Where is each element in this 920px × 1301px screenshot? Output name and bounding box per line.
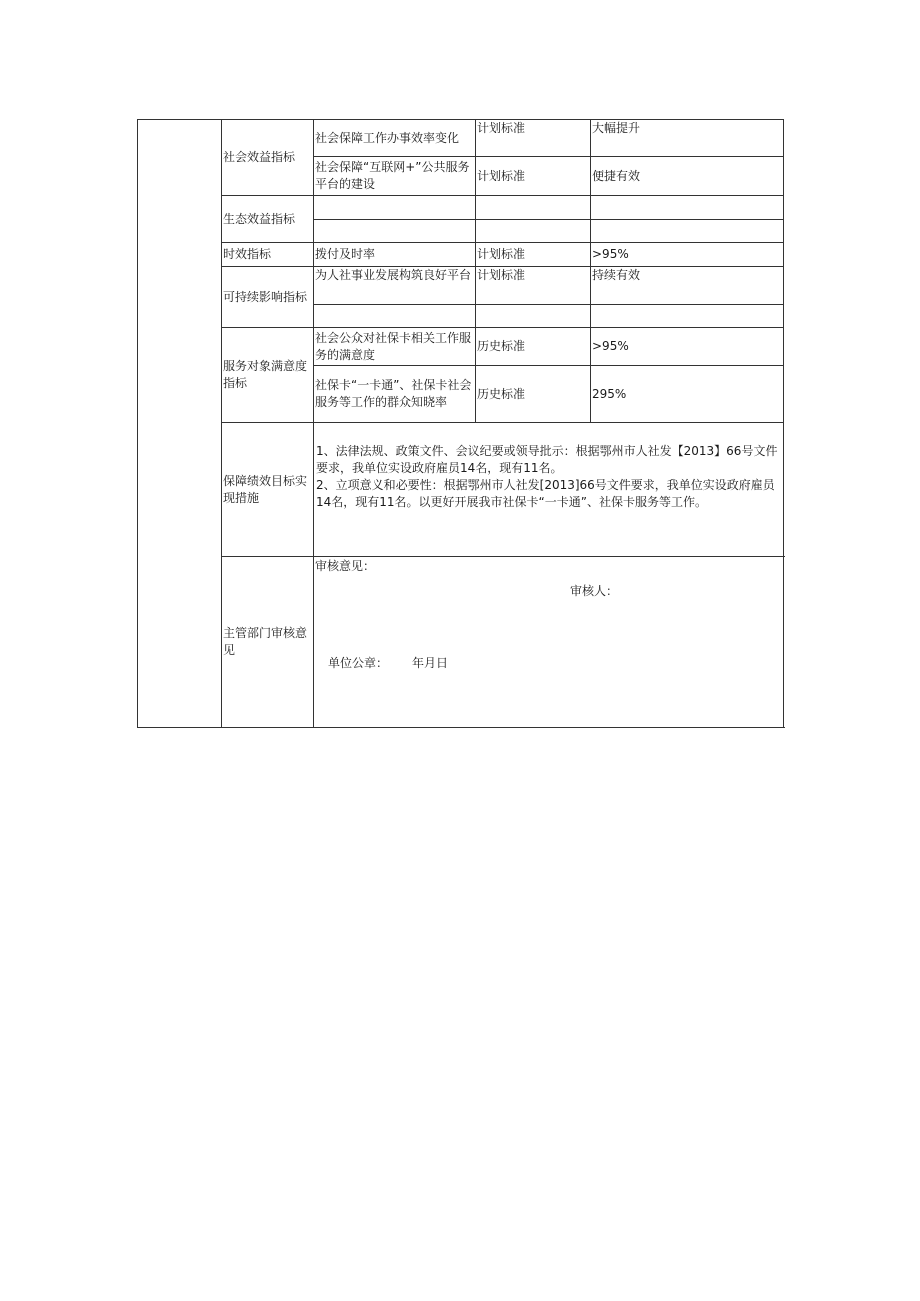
standard-cell	[476, 220, 591, 243]
category-social-benefit: 社会效益指标	[222, 120, 314, 196]
value-cell	[591, 196, 784, 220]
standard-cell	[476, 196, 591, 220]
measures-content	[314, 423, 784, 557]
review-content	[314, 557, 784, 728]
indicator-cell: 社保卡“一卡通”、社保卡社会服务等工作的群众知晓率	[314, 366, 476, 423]
indicator-cell	[314, 220, 476, 243]
standard-cell: 计划标准	[476, 120, 591, 157]
measures-line-1: 1、法律法规、政策文件、会议纪要或领导批示：根据鄂州市人社发【2013】66号文件要求，我单位实设政府雇员14名，现有11名。	[316, 444, 778, 475]
category-sustainability: 可持续影响指标	[222, 267, 314, 328]
date-label: 年月日	[412, 656, 449, 670]
table-row	[138, 267, 784, 305]
indicator-cell: 社会公众对社保卡相关工作服务的满意度	[314, 328, 476, 366]
indicator-cell: 拨付及时率	[314, 243, 476, 267]
indicator-cell: 社会保障工作办事效率变化	[314, 120, 476, 157]
table-row	[138, 423, 784, 557]
standard-cell	[476, 305, 591, 328]
indicator-cell: 社会保障“互联网+”公共服务平台的建设	[314, 157, 476, 196]
indicator-cell: 为人社事业发展构筑良好平台	[314, 267, 476, 305]
reviewer-label: 审核人：	[570, 584, 619, 598]
performance-form-table	[137, 119, 784, 728]
review-opinion-label: 审核意见：	[315, 559, 376, 573]
standard-cell: 历史标准	[476, 366, 591, 423]
category-satisfaction: 服务对象满意度指标	[222, 328, 314, 423]
category-timeliness: 时效指标	[222, 243, 314, 267]
standard-cell: 计划标准	[476, 267, 591, 305]
value-cell	[591, 220, 784, 243]
table-row	[138, 120, 784, 157]
table-row	[138, 328, 784, 366]
value-cell: >95%	[591, 328, 784, 366]
indicator-cell	[314, 196, 476, 220]
indicator-cell	[314, 305, 476, 328]
review-label: 主管部门审核意见	[222, 557, 314, 728]
measures-label: 保障绩效目标实现措施	[222, 423, 314, 557]
value-cell: >95%	[591, 243, 784, 267]
table-row	[138, 557, 784, 728]
standard-cell: 计划标准	[476, 243, 591, 267]
measures-line-2: 2、立项意义和必要性：根据鄂州市人社发[2013]66号文件要求，我单位实设政府雇员14名，现有11名。以更好开展我市社保卡“一卡通”、社保卡服务等工作。	[316, 478, 775, 509]
value-cell: 大幅提升	[591, 120, 784, 157]
value-cell: 持续有效	[591, 267, 784, 305]
value-cell: 便捷有效	[591, 157, 784, 196]
unit-seal-label: 单位公章：	[328, 656, 389, 670]
value-cell	[591, 305, 784, 328]
category-eco-benefit: 生态效益指标	[222, 196, 314, 243]
table-row	[138, 196, 784, 220]
blank-first-column	[138, 120, 222, 728]
standard-cell: 计划标准	[476, 157, 591, 196]
table-row	[138, 243, 784, 267]
standard-cell: 历史标准	[476, 328, 591, 366]
value-cell: 295%	[591, 366, 784, 423]
